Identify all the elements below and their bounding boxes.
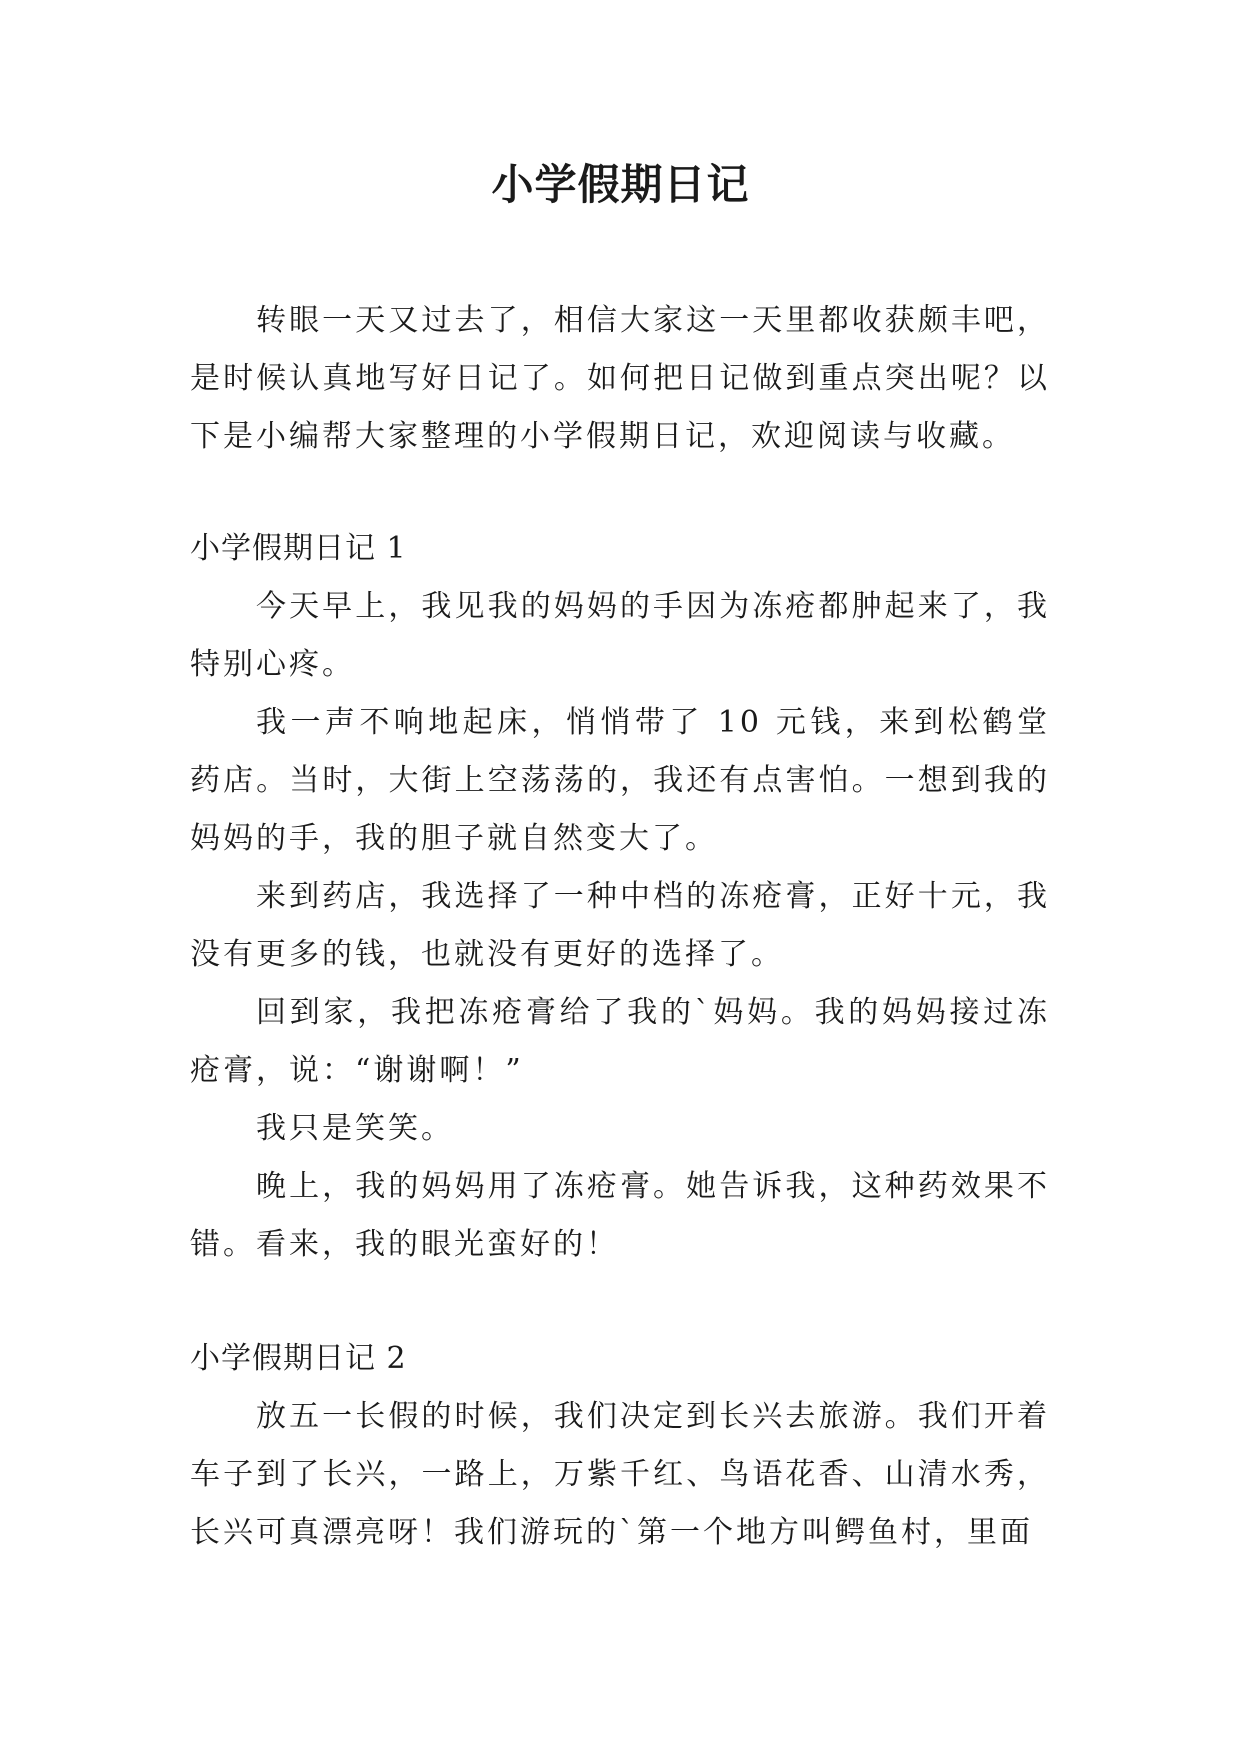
section-paragraph: 来到药店，我选择了一种中档的冻疮膏，正好十元，我没有更多的钱，也就没有更好的选择了。 [190, 879, 1050, 972]
section-paragraph: 今天早上，我见我的妈妈的手因为冻疮都肿起来了，我特别心疼。 [190, 589, 1050, 682]
diary-section-1 [190, 520, 1050, 1274]
diary-section-2 [190, 1330, 1050, 1562]
section-heading: 小学假期日记 1 [190, 531, 407, 566]
section-heading: 小学假期日记 2 [190, 1341, 407, 1376]
section-paragraph: 我一声不响地起床，悄悄带了 10 元钱，来到松鹤堂药店。当时，大街上空荡荡的，我还有点害怕。一想到我的妈妈的手，我的胆子就自然变大了。 [190, 705, 1050, 856]
intro-block [190, 292, 1050, 466]
section-paragraph: 回到家，我把冻疮膏给了我的`妈妈。我的妈妈接过冻疮膏，说：“谢谢啊！” [190, 995, 1050, 1088]
section-paragraph: 放五一长假的时候，我们决定到长兴去旅游。我们开着车子到了长兴，一路上，万紫千红、鸟语花香、山清水秀，长兴可真漂亮呀！我们游玩的`第一个地方叫鳄鱼村，里面 [190, 1399, 1050, 1550]
intro-paragraph: 转眼一天又过去了，相信大家这一天里都收获颇丰吧，是时候认真地写好日记了。如何把日记做到重点突出呢？以下是小编帮大家整理的小学假期日记，欢迎阅读与收藏。 [190, 303, 1050, 454]
section-paragraph: 我只是笑笑。 [256, 1111, 454, 1146]
section-paragraph: 晚上，我的妈妈用了冻疮膏。她告诉我，这种药效果不错。看来，我的眼光蛮好的！ [190, 1169, 1050, 1262]
document-title: 小学假期日记 [491, 160, 750, 209]
